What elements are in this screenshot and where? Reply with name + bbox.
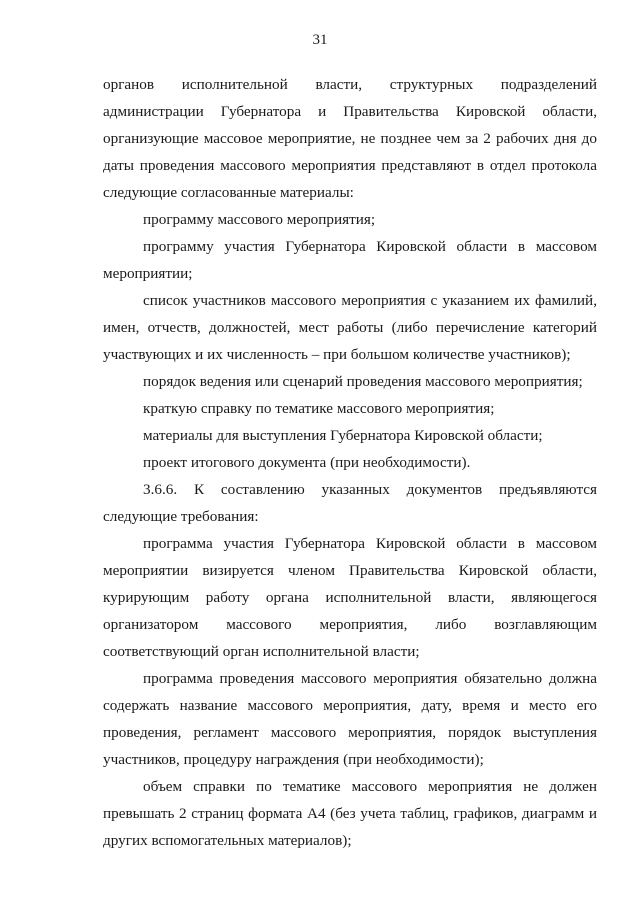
text-line: следующие согласованные материалы: [103,184,354,201]
text-line: список участников массового мероприятия с указанием их фамилий, [143,292,597,309]
text-line: проект итогового документа (при необходимости). [143,454,471,471]
text-line: соответствующий орган исполнительной власти; [103,643,420,660]
text-line: организатором массового мероприятия, либо возглавляющим [103,616,597,633]
document-body [103,71,597,854]
text-line: программа участия Губернатора Кировской области в массовом [143,535,597,552]
text-line: участников, процедуру награждения (при необходимости); [103,751,484,768]
text-line: объем справки по тематике массового мероприятия не должен [143,778,597,795]
text-line: следующие требования: [103,508,259,525]
text-line: имен, отчеств, должностей, мест работы (либо перечисление категорий [103,319,597,336]
text-line: участвующих и их численность – при большом количестве участников); [103,346,571,363]
text-line: даты проведения массового мероприятия представляют в отдел протокола [103,157,597,174]
text-line: 3.6.6. К составлению указанных документов предъявляются [143,481,597,498]
paragraph [103,773,597,854]
text-line: мероприятии визируется членом Правительства Кировской области, [103,562,597,579]
text-line: порядок ведения или сценарий проведения массового мероприятия; [143,373,583,390]
text-line: материалы для выступления Губернатора Кировской области; [143,427,543,444]
text-line: органов исполнительной власти, структурных подразделений [103,76,597,93]
text-line: содержать название массового мероприятия, дату, время и место его [103,697,597,714]
text-line: администрации Губернатора и Правительства Кировской области, [103,103,597,120]
paragraph [103,368,597,395]
text-line: программу участия Губернатора Кировской области в массовом [143,238,597,255]
text-line: краткую справку по тематике массового мероприятия; [143,400,495,417]
paragraph [103,395,597,422]
text-line: программу массового мероприятия; [143,211,376,228]
paragraph [103,476,597,530]
text-line: программа проведения массового мероприятия обязательно должна [143,670,597,687]
paragraph [103,449,597,476]
text-line: других вспомогательных материалов); [103,832,352,849]
paragraph [103,287,597,368]
text-line: курирующим работу органа исполнительной власти, являющегося [103,589,597,606]
paragraph [103,665,597,773]
paragraph [103,71,597,206]
text-line: организующие массовое мероприятие, не позднее чем за 2 рабочих дня до [103,130,597,147]
paragraph [103,530,597,665]
text-line: превышать 2 страниц формата А4 (без учета таблиц, графиков, диаграмм и [103,805,597,822]
text-line: мероприятии; [103,265,193,282]
paragraph [103,206,597,233]
paragraph [103,233,597,287]
text-line: проведения, регламент массового мероприятия, порядок выступления [103,724,597,741]
page-number: 31 [312,32,328,48]
paragraph [103,422,597,449]
